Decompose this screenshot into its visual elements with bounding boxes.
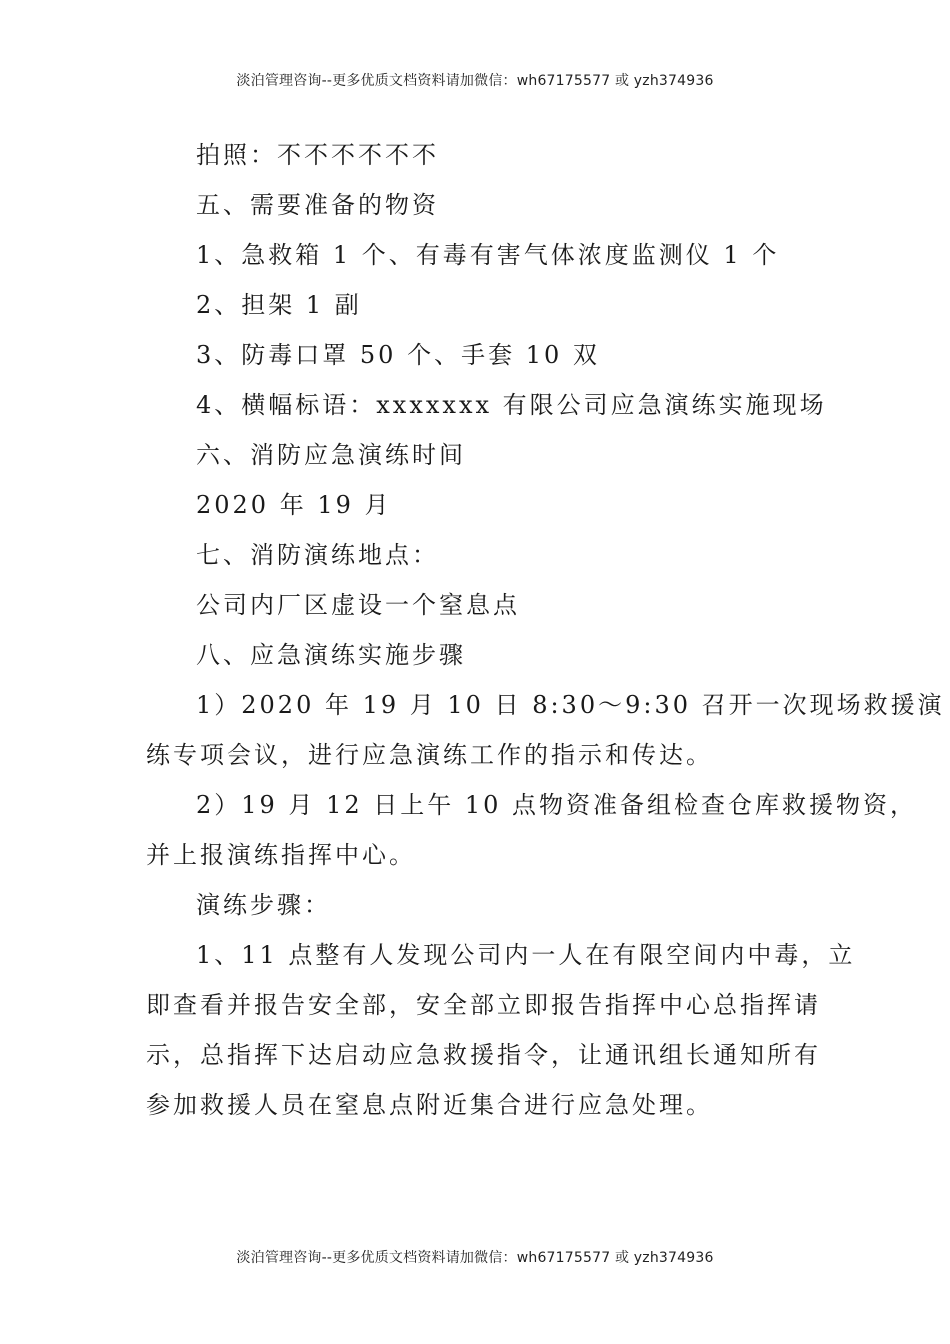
supply-item-3: 3、防毒口罩 50 个、手套 10 双: [196, 341, 600, 369]
step-1-line-1: 1）2020 年 19 月 10 日 8:30～9:30 召开一次现场救援演: [196, 691, 945, 719]
page-footer: 淡泊管理咨询--更多优质文档资料请加微信：wh67175577 或 yzh374936: [236, 1250, 714, 1266]
section-seven-heading: 七、消防演练地点：: [196, 541, 439, 569]
drill-steps-heading: 演练步骤：: [196, 891, 331, 919]
supply-item-2: 2、担架 1 副: [196, 291, 362, 319]
section-five-heading: 五、需要准备的物资: [196, 191, 439, 219]
supply-item-1: 1、急救箱 1 个、有毒有害气体浓度监测仪 1 个: [196, 241, 780, 269]
drill-step-1-line-3: 示，总指挥下达启动应急救援指令，让通讯组长通知所有: [146, 1041, 821, 1069]
section-six-heading: 六、消防应急演练时间: [196, 441, 466, 469]
drill-time: 2020 年 19 月: [196, 491, 392, 519]
section-eight-heading: 八、应急演练实施步骤: [196, 641, 466, 669]
document-body: [146, 130, 945, 1130]
step-2-line-1: 2）19 月 12 日上午 10 点物资准备组检查仓库救援物资，: [196, 791, 918, 819]
drill-step-1-line-4: 参加救援人员在窒息点附近集合进行应急处理。: [146, 1091, 713, 1119]
step-1-line-2: 练专项会议，进行应急演练工作的指示和传达。: [146, 741, 713, 769]
drill-step-1-line-2: 即查看并报告安全部，安全部立即报告指挥中心总指挥请: [146, 991, 821, 1019]
photo-line: 拍照：不不不不不不: [196, 141, 439, 169]
step-2-line-2: 并上报演练指挥中心。: [146, 841, 416, 869]
supply-item-4: 4、横幅标语：xxxxxxx 有限公司应急演练实施现场: [196, 391, 827, 419]
drill-step-1-line-1: 1、11 点整有人发现公司内一人在有限空间内中毒，立: [196, 941, 856, 969]
page-header: 淡泊管理咨询--更多优质文档资料请加微信：wh67175577 或 yzh374936: [236, 73, 714, 89]
drill-location: 公司内厂区虚设一个窒息点: [196, 591, 520, 619]
